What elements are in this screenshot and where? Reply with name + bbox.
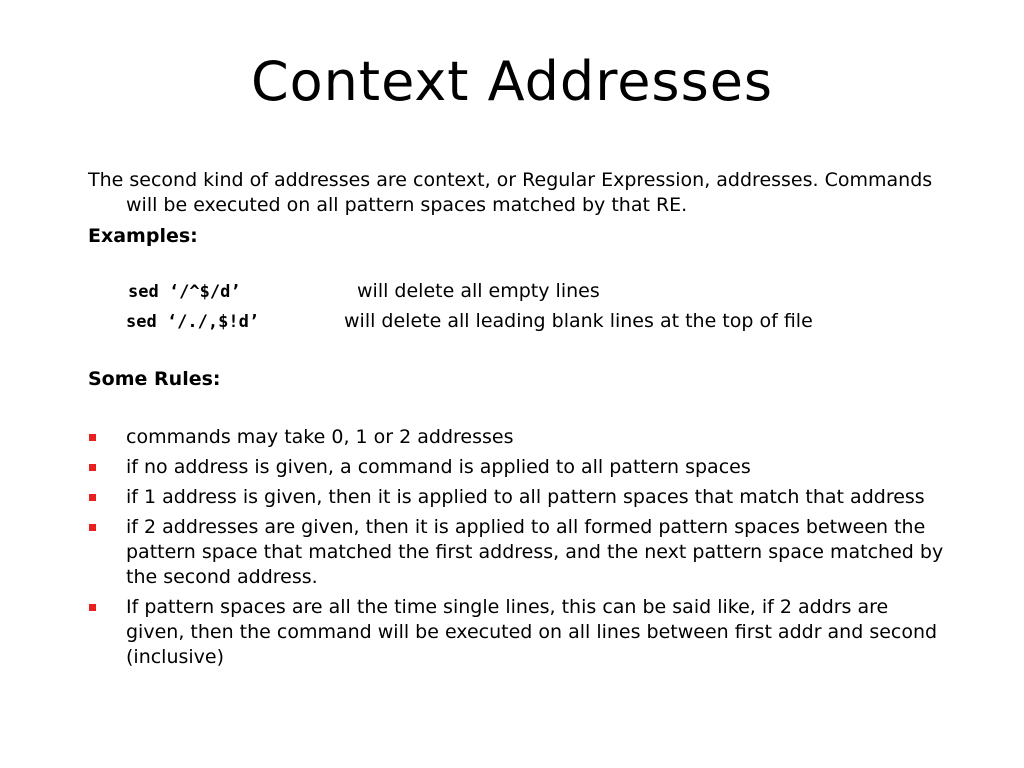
example-description: will delete all empty lines xyxy=(357,280,600,302)
red-square-bullet-icon xyxy=(89,434,96,441)
red-square-bullet-icon xyxy=(89,524,96,531)
rule-text: If pattern spaces are all the time single lines, this can be said like, if 2 addrs are given, then the command will be executed on all lines between first addr and second (inclusive) xyxy=(126,596,938,668)
rule-item xyxy=(88,595,948,670)
example-description: will delete all leading blank lines at the top of file xyxy=(344,310,813,332)
red-square-bullet-icon xyxy=(89,464,96,471)
rule-text: if 2 addresses are given, then it is applied to all formed pattern spaces between the pattern space that matched the first address, and the next pattern space matched by the second address. xyxy=(126,516,944,588)
red-square-bullet-icon xyxy=(89,494,96,501)
rule-text: if no address is given, a command is applied to all pattern spaces xyxy=(126,456,751,478)
red-square-bullet-icon xyxy=(89,604,96,611)
rule-item xyxy=(88,515,948,590)
slide-body xyxy=(88,168,948,675)
slide-title: Context Addresses xyxy=(250,50,774,113)
example-command: sed ‘/^$/d’ xyxy=(128,282,241,302)
example-command: sed ‘/./,$!d’ xyxy=(126,312,260,332)
example-row xyxy=(88,309,948,339)
examples-list xyxy=(88,279,948,339)
example-row xyxy=(88,279,948,309)
examples-heading: Examples: xyxy=(88,225,198,247)
rule-item xyxy=(88,485,948,510)
rule-text: commands may take 0, 1 or 2 addresses xyxy=(126,426,514,448)
rule-item xyxy=(88,455,948,480)
rule-item xyxy=(88,425,948,450)
rules-list xyxy=(88,425,948,670)
rules-heading: Some Rules: xyxy=(88,368,221,390)
rule-text: if 1 address is given, then it is applied to all pattern spaces that match that address xyxy=(126,486,925,508)
intro-paragraph: The second kind of addresses are context, or Regular Expression, addresses. Commands will be executed on all pattern spaces matched by that RE. xyxy=(88,169,933,216)
